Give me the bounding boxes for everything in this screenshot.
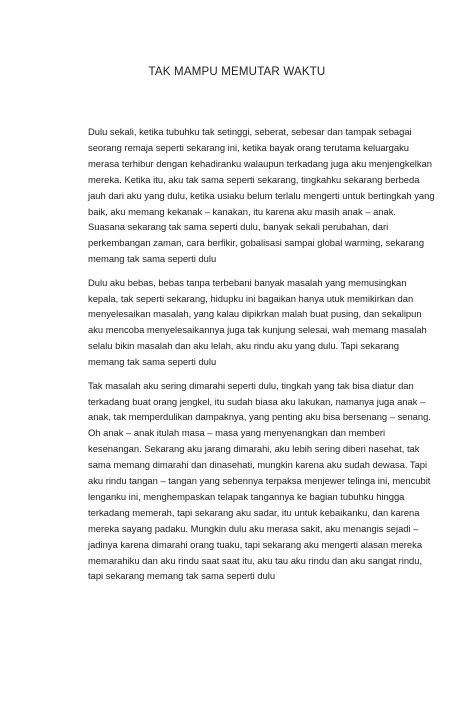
paragraph-1 (88, 124, 435, 267)
text-line: menyelesaikan masalah, yang kalau dipikrkan malah buat pusing, dan sekalipun (88, 308, 422, 320)
text-line: memarahiku dan aku rindu saat saat itu, aku tau aku rindu dan aku sangat rindu, (88, 554, 423, 566)
text-line: Dulu aku bebas, bebas tanpa terbebani banyak masalah yang memusingkan (88, 276, 407, 288)
text-line: aku mencoba menyelesaikannya juga tak kunjung selesai, wah memang masalah (88, 324, 427, 336)
paragraph-3 (88, 378, 431, 585)
text-line: terkadang memerah, tapi sekarang aku sadar, itu untuk kebaikanku, dan karena (88, 506, 420, 518)
text-line: sama memang dimarahi dan dinasehati, mungkin karena aku sudah dewasa. Tapi (88, 459, 428, 471)
document-body (88, 124, 435, 592)
paragraph-2 (88, 275, 427, 370)
text-line: jauh dari aku yang dulu, ketika usiaku belum terlalu mengerti untuk bertingkah yang (88, 189, 435, 201)
text-line: memang tak sama seperti dulu (88, 356, 217, 368)
text-line: kepala, tak seperti sekarang, hidupku ini bagaikan hanya utuk memikirkan dan (88, 292, 414, 304)
text-line: terkadang buat orang jengkel, itu sudah biasa aku lakukan, namanya juga anak – (88, 395, 426, 407)
text-line: tapi sekarang memang tak sama seperti dulu (88, 570, 276, 582)
text-line: lenganku ini, menghempaskan telapak tangannya ke bagian tubuhku hingga (88, 490, 405, 502)
text-line: mereka. Ketika itu, aku tak sama seperti sekarang, tingkahku sekarang berbeda (88, 173, 420, 185)
text-line: kesenangan. Sekarang aku jarang dimarahi, aku lebih sering diberi nasehat, tak (88, 443, 420, 455)
text-line: seorang remaja seperti sekarang ini, ketika bayak orang terutama keluargaku (88, 141, 410, 153)
text-line: aku rindu tangan – tangan yang sebennya terpaksa menjewer telinga ini, mencubit (88, 475, 431, 487)
text-line: anak, tak memperdulikan dampaknya, yang penting aku bisa bersenang – senang. (88, 411, 431, 423)
text-line: memang tak sama seperti dulu (88, 253, 217, 265)
text-line: Oh anak – anak itulah masa – masa yang menyenangkan dan memberi (88, 427, 386, 439)
text-line: jadinya karena dimarahi orang tuaku, tapi sekarang aku mengerti alasan mereka (88, 538, 423, 550)
text-line: mereka sayang padaku. Mungkin dulu aku merasa sakit, aku menangis sejadi – (88, 522, 419, 534)
text-line: Dulu sekali, ketika tubuhku tak setinggi, seberat, sebesar dan tampak sebagai (88, 126, 412, 137)
text-line: baik, aku memang kekanak – kanakan, itu karena aku masih anak – anak. (88, 205, 396, 217)
text-line: selalu bikin masalah dan aku lelah, aku rindu aku yang dulu. Tapi sekarang (88, 340, 399, 352)
document-title: TAK MAMPU MEMUTAR WAKTU (148, 66, 326, 78)
text-line: perkembangan zaman, cara berfikir, gobalisasi sampai global warming, sekarang (88, 237, 425, 249)
text-line: merasa terhibur dengan kehadiranku walaupun terkadang juga aku menjengkelkan (88, 157, 432, 169)
text-line: Suasana sekarang tak sama seperti dulu, banyak sekali perubahan, dari (88, 221, 389, 233)
text-line: Tak masalah aku sering dimarahi seperti dulu, tingkah yang tak bisa diatur dan (88, 379, 414, 391)
